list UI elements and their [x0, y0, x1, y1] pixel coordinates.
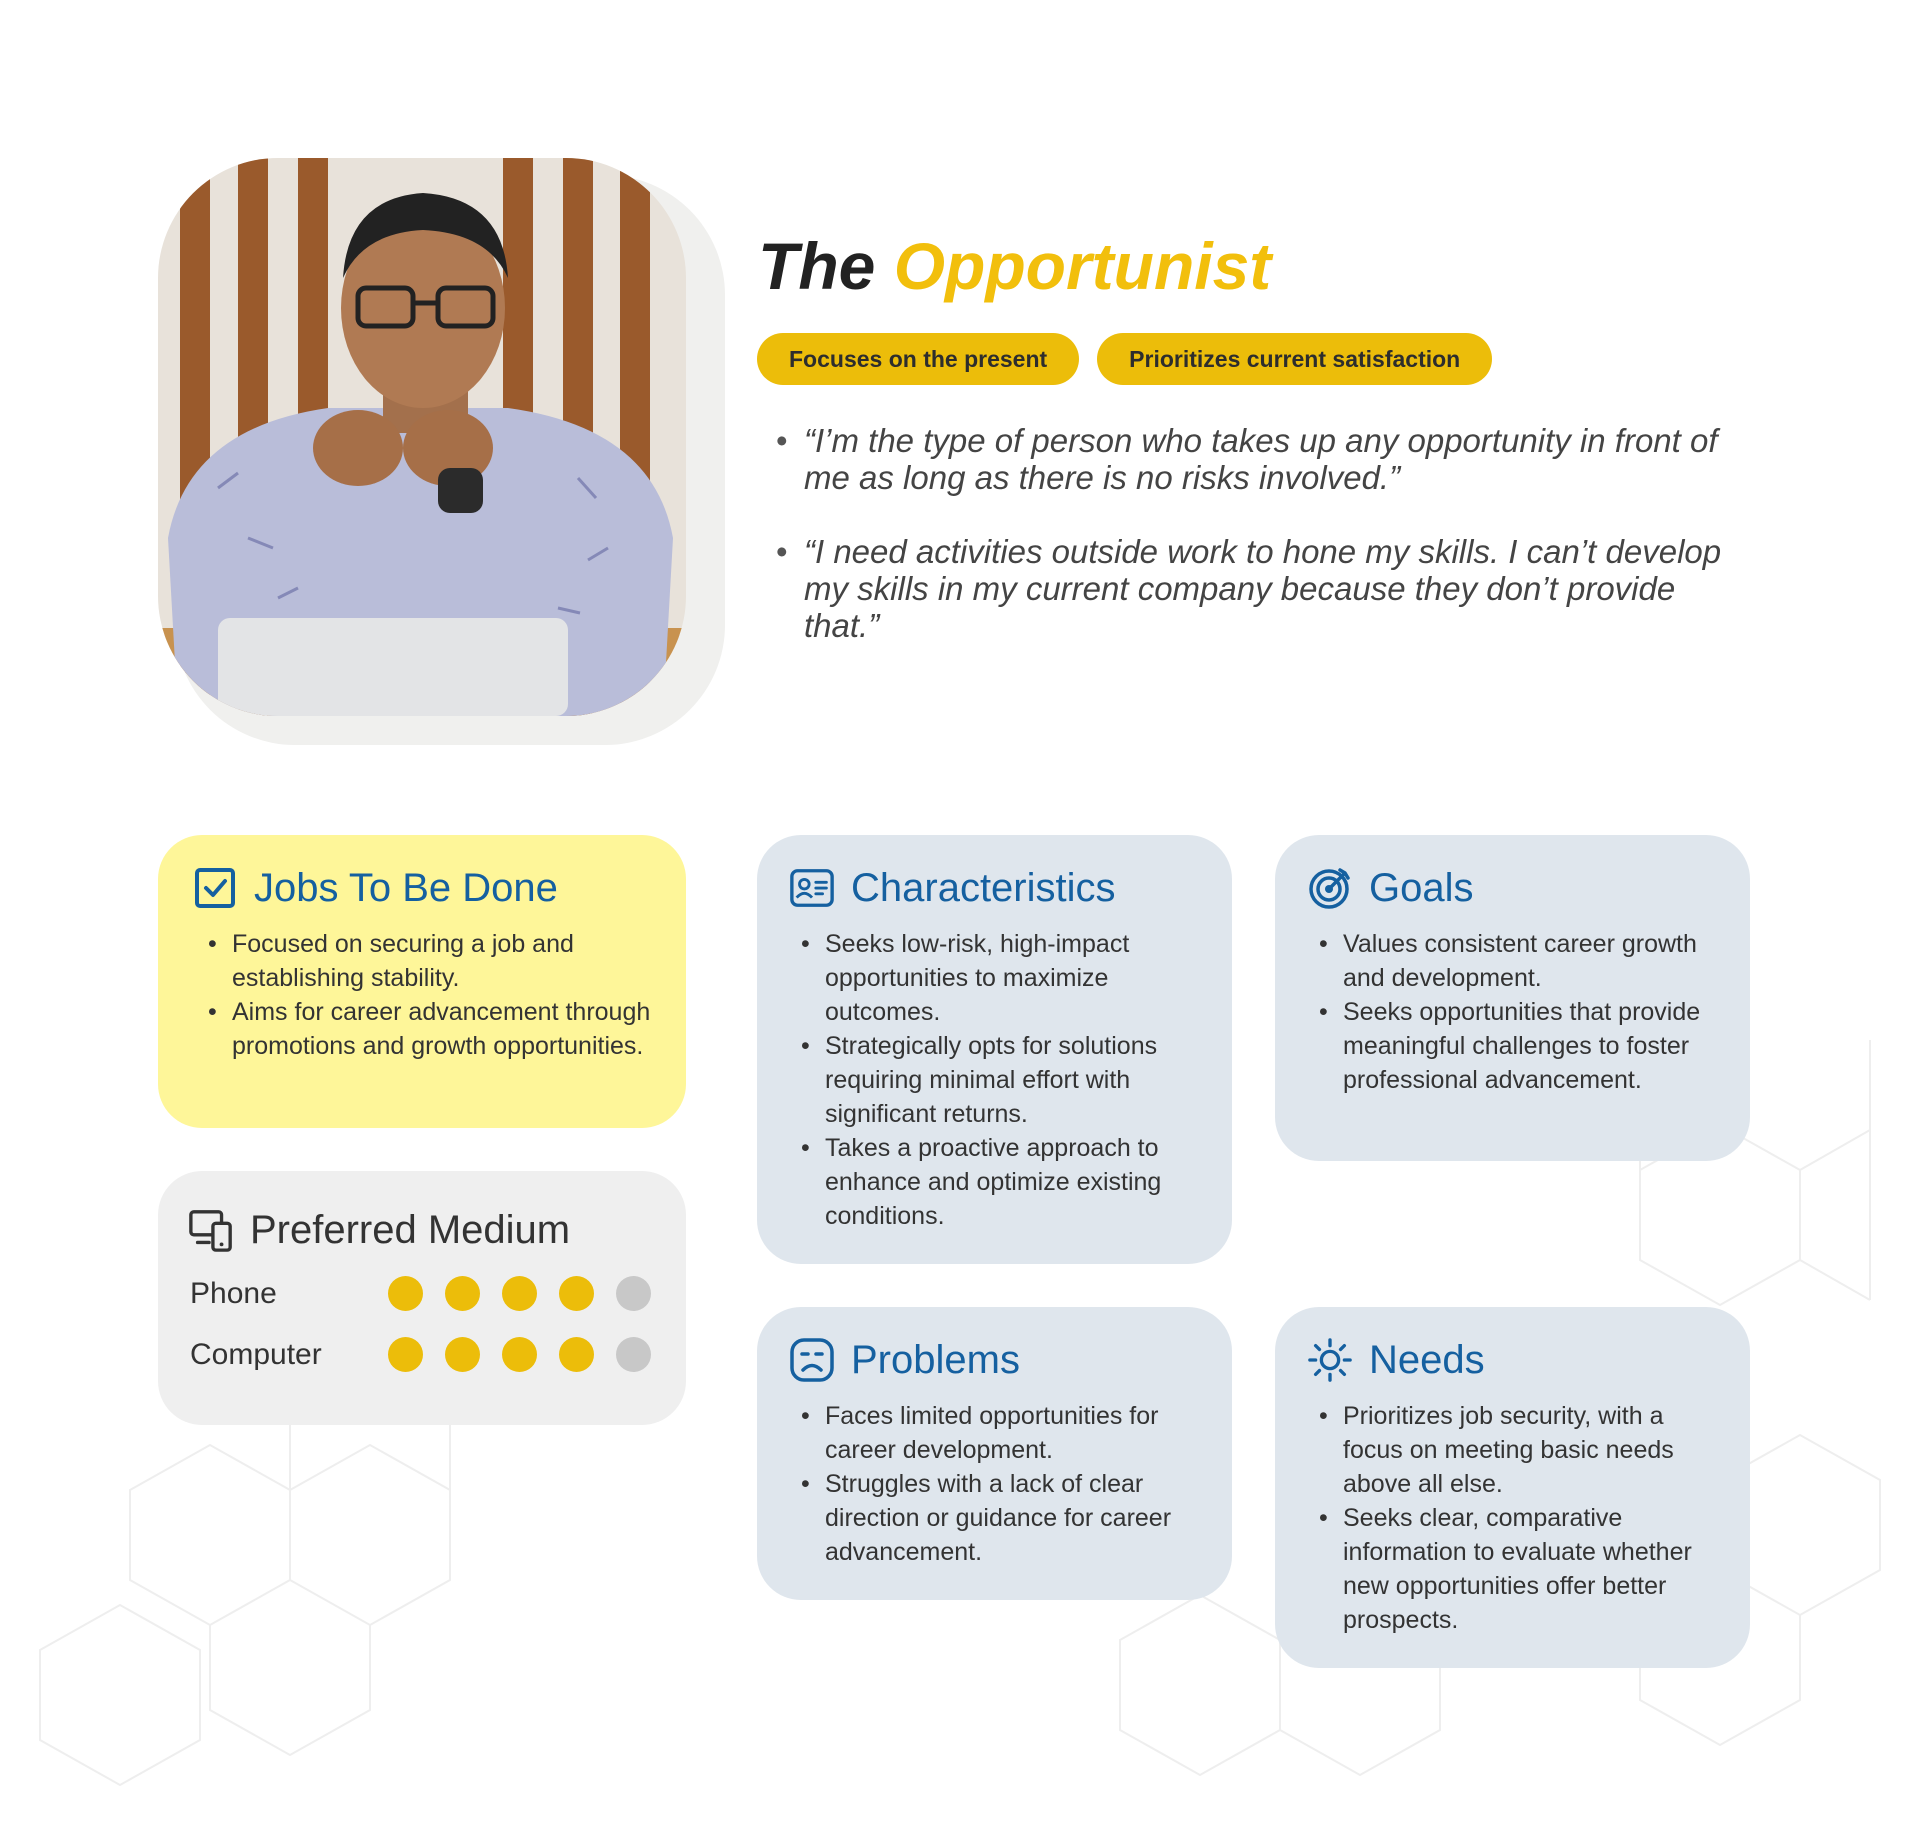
characteristics-list	[801, 927, 1212, 1233]
jobs-card-header	[192, 865, 558, 911]
rating-dot-filled	[445, 1276, 480, 1311]
rating-dot-filled	[502, 1337, 537, 1372]
needs-card-title: Needs	[1369, 1337, 1485, 1382]
list-item: • Values consistent career growth and development.	[1319, 927, 1730, 995]
goals-list	[1319, 927, 1730, 1097]
title-prefix: The	[758, 229, 876, 303]
list-item: • Focused on securing a job and establishing stability.	[208, 927, 666, 995]
characteristics-card-title: Characteristics	[851, 865, 1116, 910]
id-card-icon	[789, 865, 835, 911]
medium-row-computer	[190, 1337, 651, 1372]
persona-title	[758, 228, 1271, 304]
medium-label: Phone	[190, 1276, 277, 1310]
sad-face-icon	[789, 1337, 835, 1383]
characteristics-card-header	[789, 865, 1116, 911]
list-item: • Struggles with a lack of clear direction or guidance for career advancement.	[801, 1467, 1212, 1569]
rating-dot-filled	[559, 1337, 594, 1372]
sun-icon	[1307, 1337, 1353, 1383]
title-accent: Opportunist	[893, 229, 1272, 303]
quote-item: • “I need activities outside work to hone my skills. I can’t develop my skills in my current company because they don’t provide that.”	[776, 533, 1726, 644]
medium-card-title: Preferred Medium	[250, 1207, 571, 1252]
medium-card-header	[188, 1207, 570, 1253]
problems-card-header	[789, 1337, 1020, 1383]
list-item: • Prioritizes job security, with a focus on meeting basic needs above all else.	[1319, 1399, 1730, 1501]
jobs-card-title: Jobs To Be Done	[254, 865, 558, 910]
rating-dot-filled	[502, 1276, 537, 1311]
tag-list	[757, 333, 1492, 385]
jobs-list	[208, 927, 666, 1063]
list-item: • Takes a proactive approach to enhance and optimize existing conditions.	[801, 1131, 1212, 1233]
medium-card	[158, 1171, 686, 1425]
goals-card-header	[1307, 865, 1474, 911]
problems-card-title: Problems	[851, 1337, 1020, 1382]
persona-photo	[158, 158, 686, 716]
medium-label: Computer	[190, 1337, 322, 1371]
rating-dot-filled	[388, 1276, 423, 1311]
characteristics-card	[757, 835, 1232, 1264]
quote-item: • “I’m the type of person who takes up any opportunity in front of me as long as there is no risks involved.”	[776, 422, 1726, 496]
rating-dot-filled	[445, 1337, 480, 1372]
problems-list	[801, 1399, 1212, 1569]
needs-list	[1319, 1399, 1730, 1637]
goals-card-title: Goals	[1369, 865, 1474, 910]
list-item: • Seeks clear, comparative information to evaluate whether new opportunities offer better prospects.	[1319, 1501, 1730, 1637]
medium-row-phone	[190, 1276, 651, 1311]
quote-list	[776, 422, 1726, 681]
devices-icon	[188, 1207, 234, 1253]
needs-card-header	[1307, 1337, 1485, 1383]
list-item: • Seeks opportunities that provide meaningful challenges to foster professional advancement.	[1319, 995, 1730, 1097]
list-item: • Seeks low-risk, high-impact opportunities to maximize outcomes.	[801, 927, 1212, 1029]
problems-card	[757, 1307, 1232, 1600]
rating-dots	[388, 1276, 651, 1311]
goals-card	[1275, 835, 1750, 1161]
tag-badge: Prioritizes current satisfaction	[1097, 333, 1492, 385]
list-item: • Faces limited opportunities for career development.	[801, 1399, 1212, 1467]
checkbox-icon	[192, 865, 238, 911]
rating-dot-empty	[616, 1337, 651, 1372]
tag-badge: Focuses on the present	[757, 333, 1079, 385]
rating-dots	[388, 1337, 651, 1372]
jobs-card	[158, 835, 686, 1128]
rating-dot-empty	[616, 1276, 651, 1311]
list-item: • Strategically opts for solutions requiring minimal effort with significant returns.	[801, 1029, 1212, 1131]
rating-dot-filled	[388, 1337, 423, 1372]
list-item: • Aims for career advancement through promotions and growth opportunities.	[208, 995, 666, 1063]
target-icon	[1307, 865, 1353, 911]
needs-card	[1275, 1307, 1750, 1668]
rating-dot-filled	[559, 1276, 594, 1311]
